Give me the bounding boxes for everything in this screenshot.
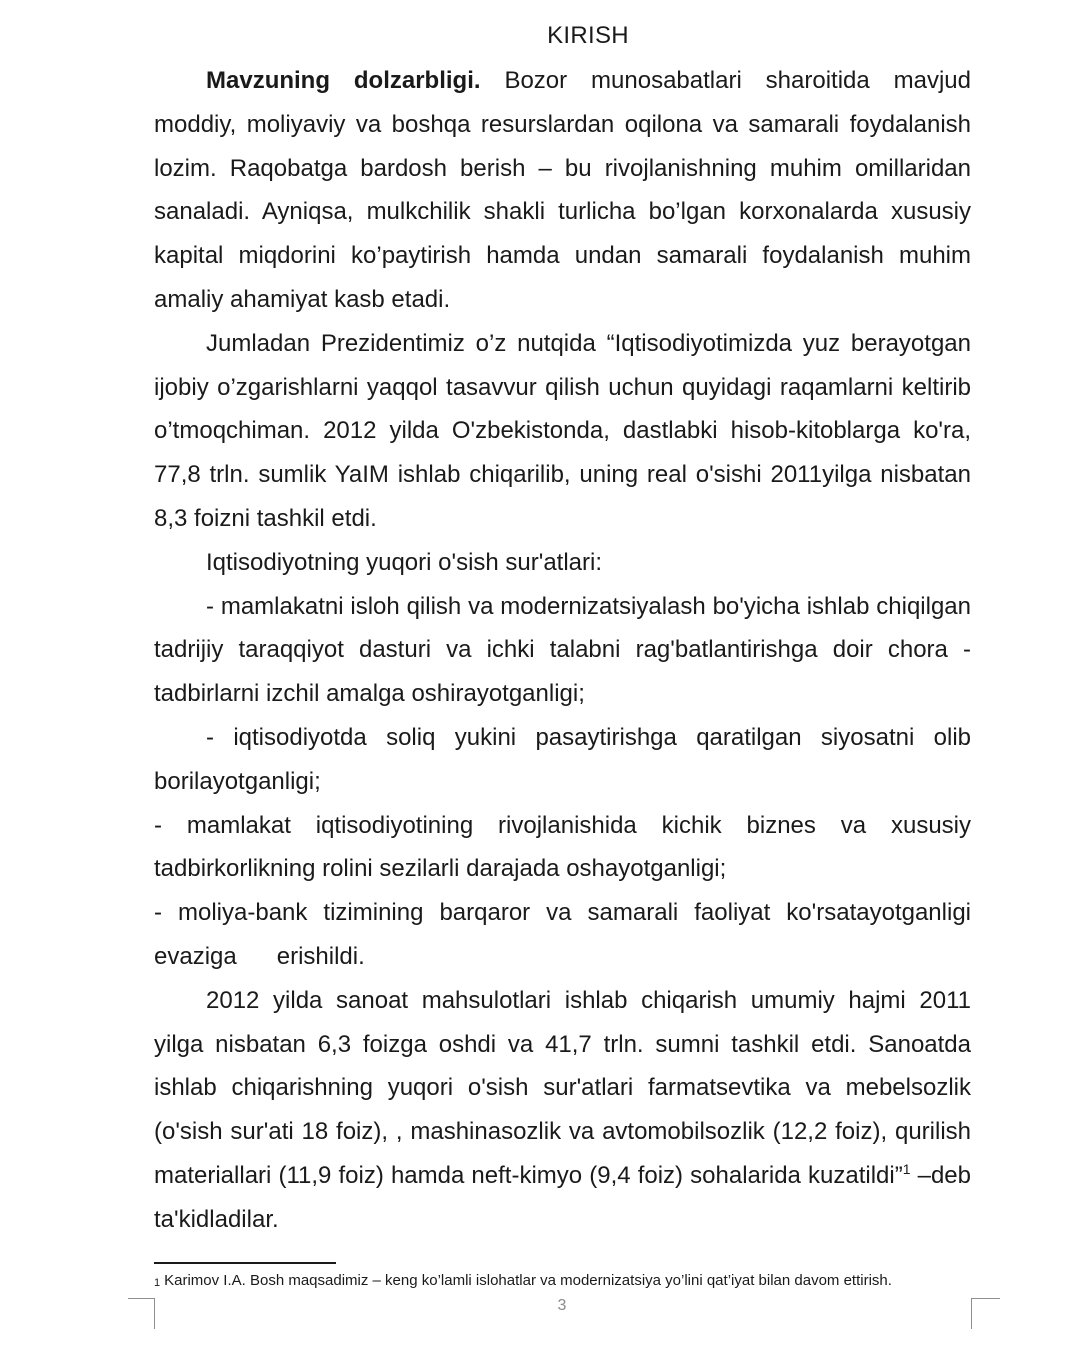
bullet-item-small-business: - mamlakat iqtisodiyotining rivojlanishida kichik biznes va xususiy tadbirkorlikning rolini sezilarli darajada oshayotganligi;	[154, 811, 971, 883]
banking-tail: erishildi.	[276, 942, 365, 970]
page-number: 3	[557, 1297, 567, 1314]
industry-tail: –deb ta'kidladilar.	[154, 1161, 971, 1233]
relevance-text: Bozor munosabatlari sharoitida mavjud moddiy, moliyaviy va boshqa resurslardan oqilona va samarali foydalanish lozim. Raqobatga bardosh berish – bu rivojlanishning muhim omillaridan sanaladi. Ayniqsa, mulkchilik shakli turlicha bo’lgan korxonalarda xususiy kapital miqdorini ko’paytirish hamda undan samarali foydalanish muhim amaliy ahamiyat kasb etadi.	[154, 67, 971, 313]
page-corner-marker-right	[971, 1298, 1000, 1329]
footnote-separator	[154, 1262, 336, 1264]
footnote	[154, 1270, 984, 1292]
bullet-item-banking	[154, 891, 971, 979]
bullet-item-tax-policy: - iqtisodiyotda soliq yukini pasaytirishga qaratilgan siyosatni olib borilayotganligi;	[154, 723, 971, 795]
page-corner-marker-left	[128, 1298, 155, 1329]
relevance-heading: Mavzuning dolzarbligi.	[206, 67, 481, 94]
bullet-item-modernization: - mamlakatni isloh qilish va modernizatsiyalash bo'yicha ishlab chiqilgan tadrijiy taraqqiyot dasturi va ichki talabni rag'batlantirishga doir chora - tadbirlarni izchil amalga oshirayotganligi;	[154, 592, 971, 708]
industry-text: 2012 yilda sanoat mahsulotlari ishlab chiqarish umumiy hajmi 2011 yilga nisbatan 6,3 foizga oshdi va 41,7 trln. sumni tashkil etdi. Sanoatda ishlab chiqarishning yuqori o'sish sur'atlari farmatsevtika va mebelsozlik (o'sish sur'ati 18 foiz), , mashinasozlik va avtomobilsozlik (12,2 foiz), qurilish materiallari (11,9 foiz) hamda neft-kimyo (9,4 foiz) sohalarida kuzatildi”	[154, 986, 971, 1189]
paragraph-growth-intro: Iqtisodiyotning yuqori o'sish sur'atlari:	[206, 548, 603, 576]
footnote-text: Karimov I.A. Bosh maqsadimiz – keng ko’lamli islohatlar va modernizatsiya yo’lini qat’iyat bilan davom ettirish.	[164, 1272, 892, 1289]
document-body	[154, 59, 971, 1242]
banking-text: - moliya-bank tizimining barqaror va samarali faoliyat ko'rsatayotganligi evaziga	[154, 899, 971, 970]
footnote-reference[interactable]: 1	[902, 1160, 911, 1177]
paragraph-president-quote: Jumladan Prezidentimiz o’z nutqida “Iqtisodiyotimizda yuz berayotgan ijobiy o’zgarishlarni yaqqol tasavvur qilish uchun quyidagi raqamlarni keltirib o’tmoqchiman. 2012 yilda O'zbekistonda, dastlabki hisob-kitoblarga ko'ra, 77,8 trln. sumlik YaIM ishlab chiqarilib, uning real o'sishi 2011yilga nisbatan 8,3 foizni tashkil etdi.	[154, 329, 971, 532]
paragraph-relevance	[154, 59, 971, 322]
footnote-mark: 1	[154, 1277, 161, 1289]
document-title: KIRISH	[547, 22, 629, 49]
paragraph-industry-growth	[154, 979, 971, 1242]
